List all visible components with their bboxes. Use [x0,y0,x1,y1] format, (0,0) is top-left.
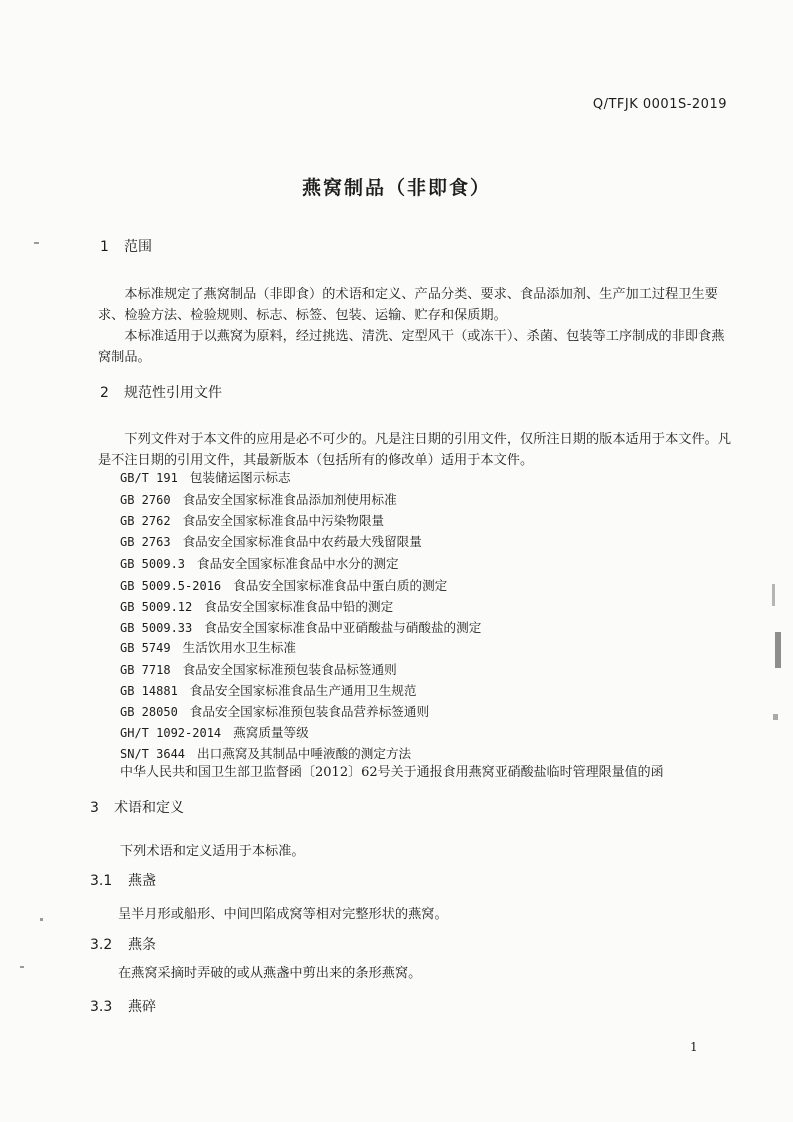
reference-name: 食品安全国家标准食品生产通用卫生规范 [189,683,417,698]
section-number: 3 [90,800,99,816]
reference-item [120,659,397,678]
document-title: 燕窝制品（非即食） [301,177,491,199]
reference-item [120,531,422,550]
reference-code: GB 2762 [120,514,171,528]
reference-item [120,553,399,572]
term-name: 燕碎 [128,999,156,1015]
reference-extra: 中华人民共和国卫生部卫监督函〔2012〕62号关于通报食用燕窝亚硝酸盐临时管理限量值的函 [120,765,664,780]
section-title: 范围 [124,239,152,255]
term-number: 3.2 [90,937,113,953]
reference-code: SN/T 3644 [120,747,186,761]
reference-item [120,617,481,636]
section-2-heading [100,382,222,402]
reference-code: GB 5009.5-2016 [120,579,222,593]
reference-code: GB 7718 [120,663,171,677]
reference-item [120,743,411,762]
reference-code: GB 5009.33 [120,621,193,635]
reference-code: GB 2763 [120,535,171,549]
reference-item [120,467,291,486]
reference-code: GB 5009.12 [120,600,193,614]
term-name: 燕条 [128,937,156,953]
scan-mark [20,966,24,968]
reference-item [120,596,393,615]
reference-item [120,722,309,741]
reference-name: 出口燕窝及其制品中唾液酸的测定方法 [197,746,412,761]
scope-paragraph-1: 本标准规定了燕窝制品（非即食）的术语和定义、产品分类、要求、食品添加剂、生产加工过程卫生要求、检验方法、检验规则、标志、标签、包装、运输、贮存和保质期。 [98,287,718,323]
section-title: 术语和定义 [114,800,184,816]
references-intro: 下列文件对于本文件的应用是必不可少的。凡是注日期的引用文件，仅所注日期的版本适用于本文件。凡是不注日期的引用文件，其最新版本（包括所有的修改单）适用于本文件。 [98,432,732,468]
term-definition: 在燕窝采摘时弄破的或从燕盏中剪出来的条形燕窝。 [118,966,422,981]
reference-item [120,489,397,508]
term-heading [90,996,156,1016]
section-3-heading [90,797,184,817]
reference-name: 食品安全国家标准食品中亚硝酸盐与硝酸盐的测定 [204,620,482,635]
page-number: 1 [690,1040,698,1054]
reference-code: GB 2760 [120,493,171,507]
reference-name: 食品安全国家标准食品添加剂使用标准 [182,492,397,507]
term-definition: 呈半月形或船形、中间凹陷成窝等相对完整形状的燕窝。 [118,907,448,922]
reference-name: 包装储运图示标志 [189,470,291,485]
section-title: 规范性引用文件 [124,385,222,401]
standard-code: Q/TFJK 0001S-2019 [592,97,727,112]
reference-code: GB 14881 [120,684,178,698]
section-number: 2 [100,385,109,401]
term-heading [90,870,156,890]
reference-code: GB 5009.3 [120,557,186,571]
reference-item [120,637,296,656]
scan-mark [40,918,43,921]
reference-code: GB 5749 [120,641,171,655]
reference-code: GH/T 1092-2014 [120,726,222,740]
reference-name: 食品安全国家标准食品中铅的测定 [204,599,394,614]
scan-mark [775,632,781,668]
reference-name: 食品安全国家标准预包装食品标签通则 [182,662,397,677]
terms-intro: 下列术语和定义适用于本标准。 [120,844,305,859]
scan-mark [772,584,775,606]
term-name: 燕盏 [128,873,156,889]
reference-name: 食品安全国家标准食品中水分的测定 [197,556,399,571]
scope-paragraph-2: 本标准适用于以燕窝为原料，经过挑选、清洗、定型风干（或冻干）、杀菌、包装等工序制成的非即食燕窝制品。 [98,329,725,365]
reference-item [120,701,429,720]
reference-item [120,510,384,529]
term-number: 3.3 [90,999,113,1015]
term-heading [90,934,156,954]
scan-mark [34,242,39,244]
scan-mark [773,714,778,720]
reference-item [120,680,416,699]
reference-name: 食品安全国家标准预包装食品营养标签通则 [189,704,430,719]
reference-code: GB/T 191 [120,471,178,485]
reference-name: 食品安全国家标准食品中农药最大残留限量 [182,534,422,549]
reference-name: 生活饮用水卫生标准 [182,640,296,655]
term-number: 3.1 [90,873,113,889]
section-number: 1 [100,239,109,255]
reference-item [120,575,447,594]
reference-name: 食品安全国家标准食品中蛋白质的测定 [233,578,448,593]
section-1-heading [100,236,152,256]
reference-code: GB 28050 [120,705,178,719]
reference-name: 食品安全国家标准食品中污染物限量 [182,513,385,528]
reference-name: 燕窝质量等级 [233,725,309,740]
